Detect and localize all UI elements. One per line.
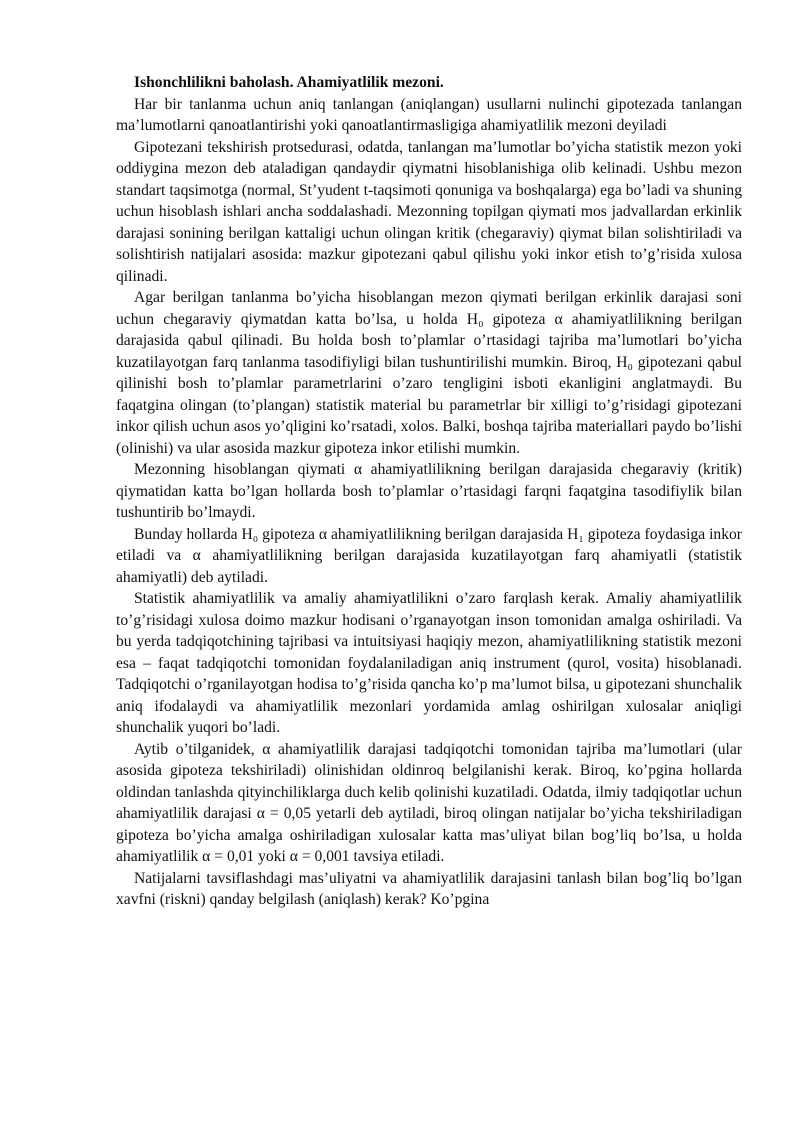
paragraph-3: Agar berilgan tanlanma bo’yicha hisoblangan mezon qiymati berilgan erkinlik darajasi soni uchun chegaraviy qiymatdan katta bo’lsa, u holda H₀ gipoteza α ahamiyatlilikning berilgan darajasida qabul qilinadi. Bu holda bosh to’plamlar o’rtasidagi tajriba ma’lumotlari bo’yicha kuzatilayotgan farq tanlanma tasodifiyligi bilan tushuntirilishi mumkin. Biroq, H₀ gipotezani qabul qilinishi bosh to’plamlar parametrlarini o’zaro tengligini isboti ekanligini anglatmaydi. Bu faqatgina olingan (to’plangan) statistik material bu parametrlar bir xilligi to’g’risidagi gipotezani inkor qilish uchun asos yo’qligini ko’rsatadi, xolos. Balki, boshqa tajriba materiallari paydo bo’lishi (olinishi) va ular asosida mazkur gipoteza inkor etilishi mumkin. [116, 289, 742, 457]
paragraph-8: Natijalarni tavsiflashdagi mas’uliyatni va ahamiyatlilik darajasini tanlash bilan bog’liq bo’lgan xavfni (riskni) qanday belgilash (aniqlash) kerak? Ko’pgina [116, 869, 742, 908]
paragraph-4: Mezonning hisoblangan qiymati α ahamiyatlilikning berilgan darajasida chegaraviy (kritik) qiymatidan katta bo’lgan hollarda bosh to’plamlar o’rtasidagi farqni faqatgina tasodifiylik bilan tushuntirib bo’lmaydi. [116, 461, 742, 521]
paragraph-5: Bunday hollarda H₀ gipoteza α ahamiyatlilikning berilgan darajasida H₁ gipoteza foydasiga inkor etiladi va α ahamiyatlilikning berilgan darajasida kuzatilayotgan farq ahamiyatli (statistik ahamiyatli) deb aytiladi. [116, 525, 742, 586]
paragraph-2: Gipotezani tekshirish protsedurasi, odatda, tanlangan ma’lumotlar bo’yicha statistik mezon yoki oddiygina mezon deb ataladigan qandaydir qiymatni hisoblanishiga olib kelinadi. Ushbu mezon standart taqsimotga (normal, St’yudent t-taqsimoti qonuniga va boshqalarga) ega bo’ladi va shuning uchun hisoblash ishlari ancha soddalashadi. Mezonning topilgan qiymati mos jadvallardan erkinlik darajasi sonining berilgan kattaligi uchun olingan kritik (chegaraviy) qiymat bilan solishtiriladi va solishtirish natijalari asosida: mazkur gipotezani qabul qilishu yoki inkor etish to’g’risida xulosa qilinadi. [116, 138, 742, 285]
paragraph-7: Aytib o’tilganidek, α ahamiyatlilik darajasi tadqiqotchi tomonidan tajriba ma’lumotlari (ular asosida gipoteza tekshiriladi) olinishidan oldinroq belgilanishi kerak. Biroq, ko’pgina hollarda oldindan tanlashda qityinchiliklarga duch kelib qolinishi kuzatiladi. Odatda, ilmiy tadqiqotlar uchun ahamiyatlilik darajasi α = 0,05 yetarli deb aytiladi, biroq olingan natijalar bo’yicha tekshiriladigan gipoteza bo’yicha amalga oshiriladigan xulosalar katta mas’uliyat bilan bog’liq bo’lsa, u holda ahamiyatlilik α = 0,01 yoki α = 0,001 tavsiya etiladi. [116, 740, 742, 865]
paragraph-6: Statistik ahamiyatlilik va amaliy ahamiyatlilikni o’zaro farqlash kerak. Amaliy ahamiyatlilik to’g’risidagi xulosa doimo mazkur hodisani o’rganayotgan inson tomonidan amalga oshiriladi. Va bu yerda tadqiqotchining tajribasi va intuitsiyasi haqiqiy mezon, ahamiyatlilikning statistik mezoni esa – faqat tadqiqotchi tomonidan foydalaniladigan aniq instrument (qurol, vosita) hisoblanadi. Tadqiqotchi o’rganilayotgan hodisa to’g’risida qancha ko’p ma’lumot bilsa, u gipotezani shunchalik aniq ifodalaydi va ahamiyatlilik mezonlari yordamida amlag oshirilgan xulosalar aniqligi shunchalik yuqori bo’ladi. [116, 590, 742, 736]
paragraph-1: Har bir tanlanma uchun aniq tanlangan (aniqlangan) usullarni nulinchi gipotezada tanlangan ma’lumotlarni qanoatlantirishi yoki qanoatlantirmasligiga ahamiyatlilik mezoni deyiladi [116, 95, 742, 134]
section-heading: Ishonchlilikni baholash. Ahamiyatlilik mezoni. [134, 74, 444, 91]
